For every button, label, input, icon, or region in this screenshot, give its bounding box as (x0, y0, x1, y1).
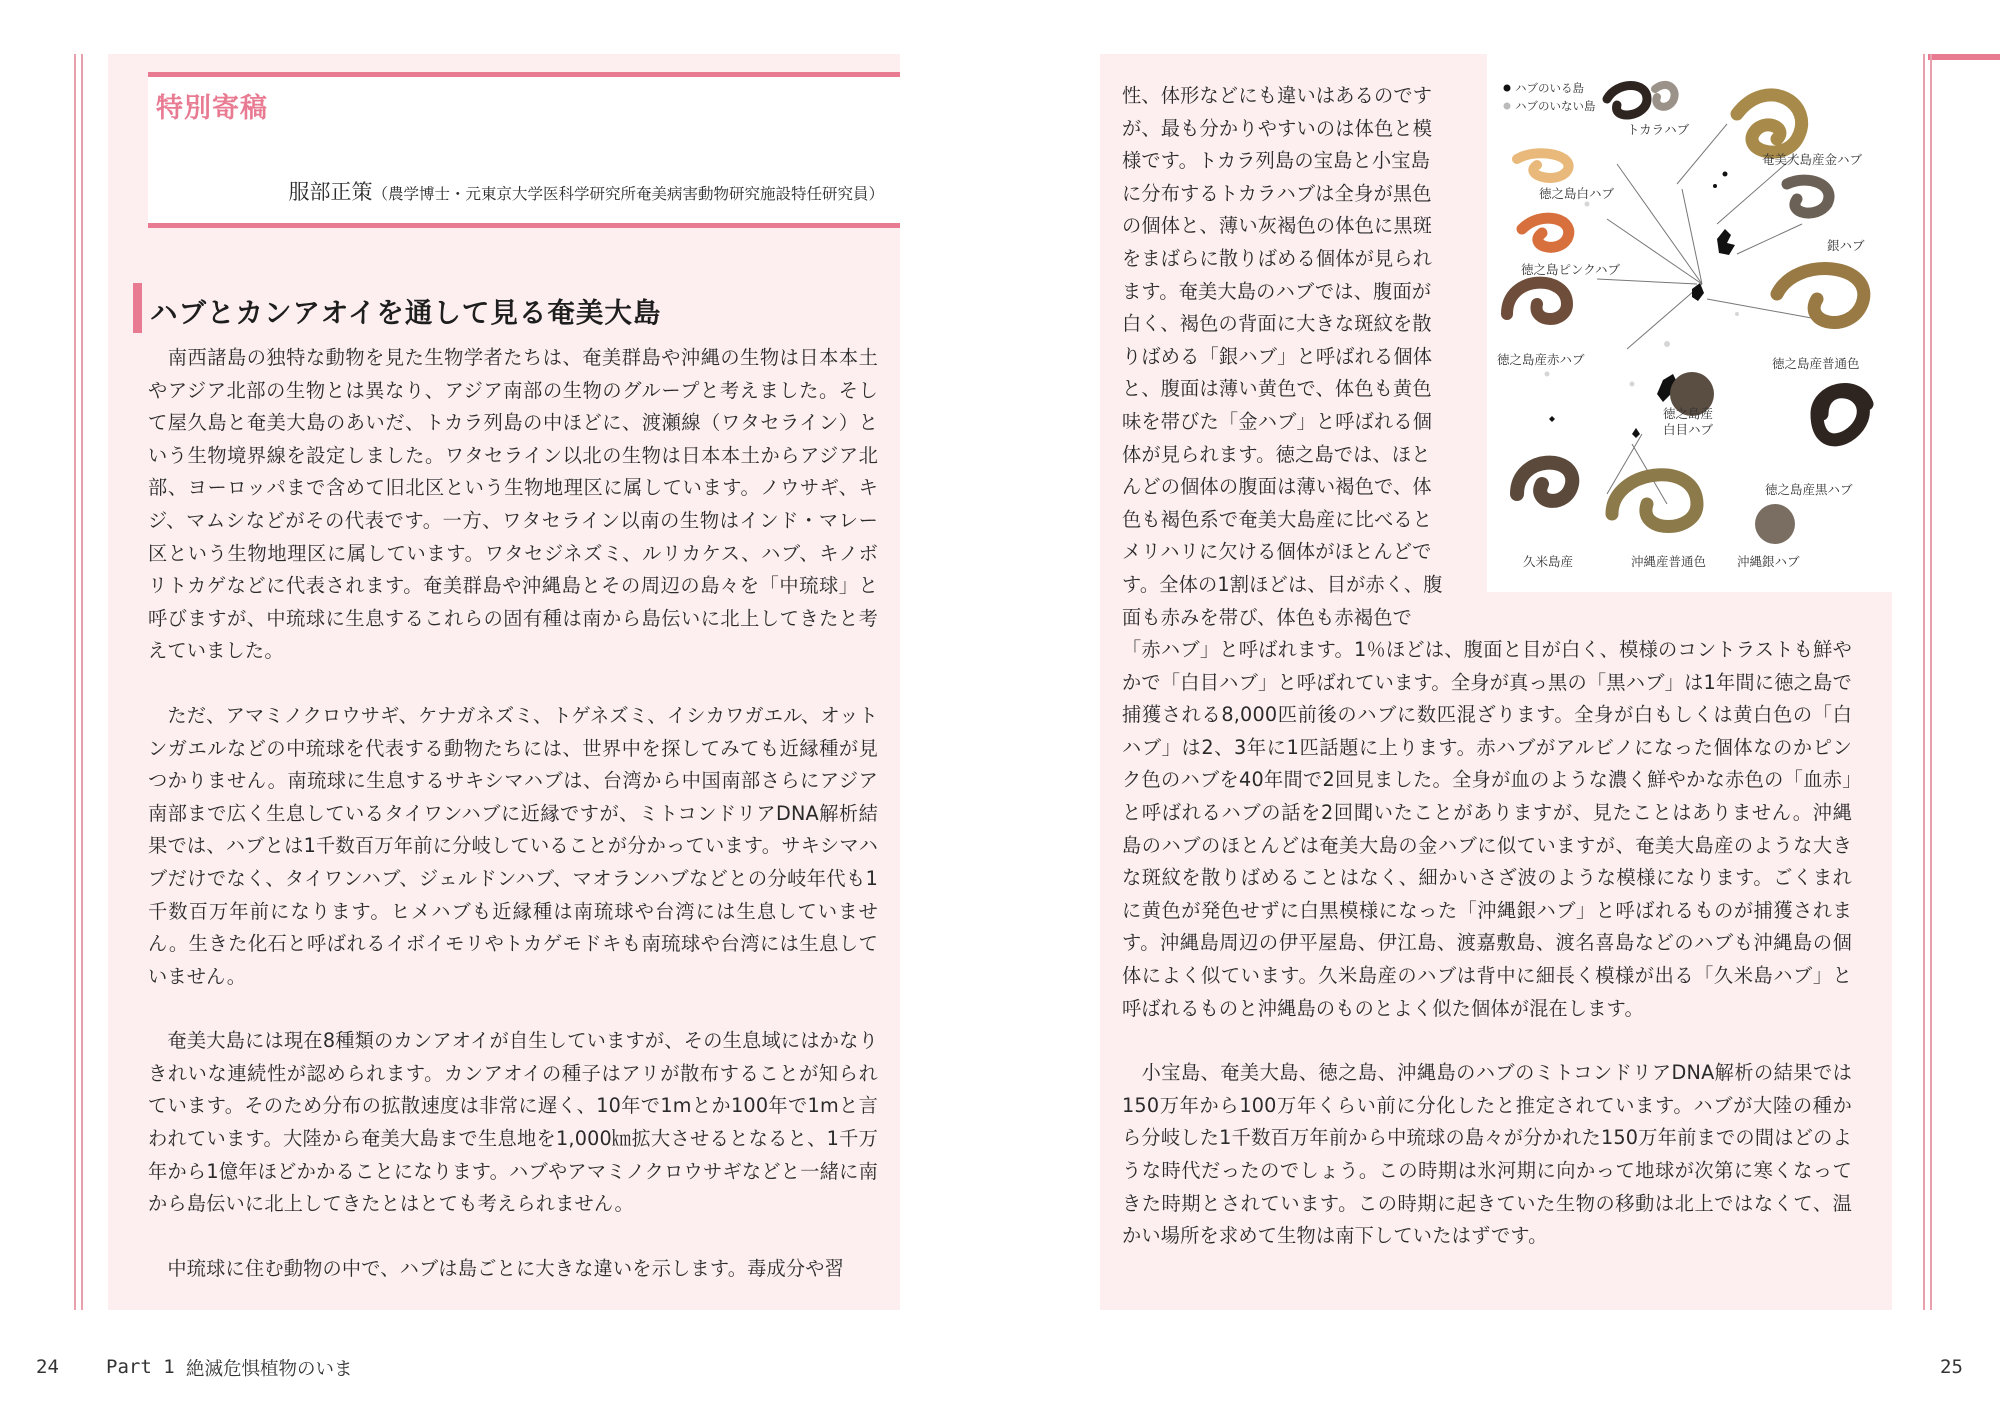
paragraph-1: 南西諸島の独特な動物を見た生物学者たちは、奄美群島や沖縄の生物は日本本土やアジア北部の生物とは異なり、アジア南部の生物のグループと考えました。そして屋久島と奄美大島のあいだ、トカラ列島の中ほどに、渡瀬線（ワタセライン）という生物境界線を設定しました。ワタセライン以北の生物は日本本土からアジア北部、ヨーロッパまで含めて旧北区という生物地理区に属しています。ノウサギ、キジ、マムシなどがその代表です。一方、ワタセライン以南の生物はインド・マレー区という生物地理区に属しています。ワタセジネズミ、ルリカケス、ハブ、キノボリトカゲなどに代表されます。奄美群島や沖縄島とその周辺の島々を「中琉球」と呼びますが、中琉球に生息するこれらの固有種は南から島伝いに北上してきたと考えていました。 (148, 346, 878, 663)
okinawa-gin-snake (1755, 504, 1795, 544)
label-tokunoshima-normal: 徳之島産普通色 (1772, 356, 1860, 371)
wrap-line: りばめる「銀ハブ」と呼ばれる個体 (1122, 344, 1433, 368)
paragraph-6: 小宝島、奄美大島、徳之島、沖縄島のハブのミトコンドリアDNA解析の結果では150万年から100万年くらい前に分化したと推定されています。ハブが大陸の種から分岐した1千数百万年前から中琉球の島々が分かれた150万年前までの間はどのような時代だったのでしょう。この時期は氷河期に向かって地球が次第に寒くなってきた時期とされています。この時期に起きていた生物の移動は北上ではなくて、温かい場所を求めて生物は南下していたはずです。 (1122, 1061, 1852, 1248)
right-top-accent-rule (1928, 54, 2000, 60)
page-number-right: 25 (1940, 1356, 1963, 1378)
right-wrap-text (1122, 80, 1452, 634)
wrap-line: す。全体の1割ほどは、目が赤く、腹 (1122, 572, 1443, 596)
habu-figure-graphic (1487, 54, 1892, 592)
tokunoshima-black-snake (1817, 390, 1867, 440)
wrap-line: をまばらに散りばめる個体が見られ (1122, 246, 1433, 270)
title-accent-bar (133, 283, 142, 333)
section-label: 特別寄稿 (156, 93, 268, 124)
right-margin-rule-inner (1930, 54, 1932, 1310)
label-tokunoshima-shirome: 徳之島産 白目ハブ (1663, 406, 1714, 437)
tokara-snake-gray (1655, 85, 1675, 107)
label-gin: 銀ハブ (1827, 238, 1865, 253)
habu-variation-figure (1487, 54, 1892, 592)
paragraph-2: ただ、アマミノクロウサギ、ケナガネズミ、トゲネズミ、イシカワガエル、オットンガエルなどの中琉球を代表する動物たちには、世界中を探してみても近縁種が見つかりません。南琉球に生息するサキシマハブは、台湾から中国南部さらにアジア南部まで広く生息しているタイワンハブに近縁ですが、ミトコンドリアDNA解析結果では、ハブとは1千数百万年前に分岐していることが分かっています。サキシマハブだけでなく、タイワンハブ、ジェルドンハブ、マオランハブなどとの分岐年代も1千数百万年前になります。ヒメハブも近縁種は南琉球や台湾には生息していません。生きた化石と呼ばれるイボイモリやトカゲモドキも南琉球や台湾には生息していません。 (148, 703, 878, 988)
left-body-text (148, 342, 878, 1285)
right-margin-rule (1923, 54, 1925, 1310)
wrap-line: 味を帯びた「金ハブ」と呼ばれる個 (1122, 409, 1433, 433)
tokunoshima-pink-snake (1522, 218, 1569, 247)
wrap-line: 様です。トカラ列島の宝島と小宝島 (1122, 149, 1431, 173)
wrap-line: と、腹面は薄い黄色で、体色も黄色 (1122, 377, 1432, 401)
author-affiliation: （農学博士・元東京大学医科学研究所奄美病害動物研究施設特任研究員） (372, 185, 884, 203)
paragraph-5-continued: 「赤ハブ」と呼ばれます。1％ほどは、腹面と目が白く、模様のコントラストも鮮やかで「白目ハブ」と呼ばれています。全身が真っ黒の「黒ハブ」は1年間に徳之島で捕獲される8,000匹前後のハブに数匹混ざります。全身が白もしくは黄白色の「白ハブ」は2、3年に1匹話題に上ります。赤ハブがアルビノになった個体なのかピンク色のハブを40年間で2回見ました。全身が血のような濃く鮮やかな赤色の「血赤」と呼ばれるハブの話を2回聞いたことがありますが、見たことはありません。沖縄島のハブのほとんどは奄美大島の金ハブに似ていますが、奄美大島産のような大きな斑紋を散りばめることはなく、細かいさざ波のような模様になります。ごくまれに黄色が発色せずに白黒模様になった「沖縄銀ハブ」と呼ばれるものが捕獲されます。沖縄島周辺の伊平屋島、伊江島、渡嘉敷島、渡名喜島などのハブも沖縄島の個体によく似ています。久米島産のハブは背中に細長く模様が出る「久米島ハブ」と呼ばれるものと沖縄島のものとよく似た個体が混在します。 (1122, 638, 1852, 1020)
wrap-line: ます。奄美大島のハブでは、腹面が (1122, 279, 1432, 303)
legend-present-dot (1504, 85, 1511, 92)
wrap-line: 白く、褐色の背面に大きな斑紋を散 (1122, 312, 1432, 336)
kume-snake (1517, 463, 1572, 501)
right-body-text (1122, 634, 1852, 1253)
label-tokara: トカラハブ (1627, 122, 1690, 137)
label-tokunoshima-pink: 徳之島ピンクハブ (1521, 262, 1621, 277)
author-name: 服部正策 (288, 180, 373, 204)
legend-absent-label: ハブのいない島 (1515, 99, 1596, 113)
left-margin-rule (74, 54, 76, 1310)
label-okinawa-gin: 沖縄銀ハブ (1737, 554, 1800, 569)
legend-present-label: ハブのいる島 (1515, 81, 1584, 95)
wrap-line: の個体と、薄い灰褐色の体色に黒斑 (1122, 214, 1433, 238)
amami-gold-snake (1737, 95, 1802, 152)
wrap-line: 面も赤みを帯び、体色も赤褐色で (1122, 605, 1413, 629)
label-amami-kin: 奄美大島産金ハブ (1762, 152, 1863, 167)
wrap-line: メリハリに欠ける個体がほとんどで (1122, 540, 1432, 564)
article-title: ハブとカンアオイを通して見る奄美大島 (150, 297, 662, 329)
paragraph-3: 奄美大島には現在8種類のカンアオイが自生していますが、その生息域にはかなりきれいな連続性が認められます。カンアオイの種子はアリが散布することが知られています。そのため分布の拡散速度は非常に遅く、10年で1mとか100年で1mと言われています。大陸から奄美大島まで生息地を1,000㎞拡大させるとなると、1千万年から1億年ほどかかることになります。ハブやアマミノクロウサギなどと一緒に南から島伝いに北上してきたとはとても考えられません。 (148, 1029, 878, 1216)
wrap-line: に分布するトカラハブは全身が黒色 (1122, 181, 1432, 205)
left-margin-rule-inner (81, 54, 83, 1310)
author-line (288, 176, 884, 206)
wrap-line: が、最も分かりやすいのは体色と模 (1122, 116, 1433, 140)
header-top-rule (148, 72, 900, 77)
tokunoshima-white-snake (1517, 153, 1569, 178)
legend-absent-dot (1504, 103, 1511, 110)
label-tokunoshima-red: 徳之島産赤ハブ (1497, 352, 1585, 367)
label-tokunoshima-black: 徳之島産黒ハブ (1765, 482, 1853, 497)
tokara-snake-black (1607, 86, 1647, 116)
part-title: 絶滅危惧植物のいま (186, 1359, 353, 1380)
part-label: Part 1 (106, 1356, 175, 1378)
wrap-line: んどの個体の腹面は薄い褐色で、体 (1122, 475, 1432, 499)
label-kume: 久米島産 (1523, 554, 1574, 569)
tokunoshima-red-snake (1507, 283, 1567, 319)
label-tokunoshima-white: 徳之島白ハブ (1539, 186, 1615, 201)
page-number-left: 24 (36, 1356, 59, 1378)
label-okinawa-normal: 沖縄産普通色 (1631, 554, 1707, 569)
header-bottom-rule (148, 223, 900, 228)
wrap-line: 色も褐色系で奄美大島産に比べると (1122, 507, 1433, 531)
wrap-line: 性、体形などにも違いはあるのです (1122, 84, 1433, 107)
paragraph-4: 中琉球に住む動物の中で、ハブは島ごとに大きな違いを示します。毒成分や習 (148, 1256, 845, 1280)
gin-snake (1787, 180, 1829, 213)
wrap-line: 体が見られます。徳之島では、ほと (1122, 442, 1431, 466)
special-contribution-header (148, 72, 900, 228)
